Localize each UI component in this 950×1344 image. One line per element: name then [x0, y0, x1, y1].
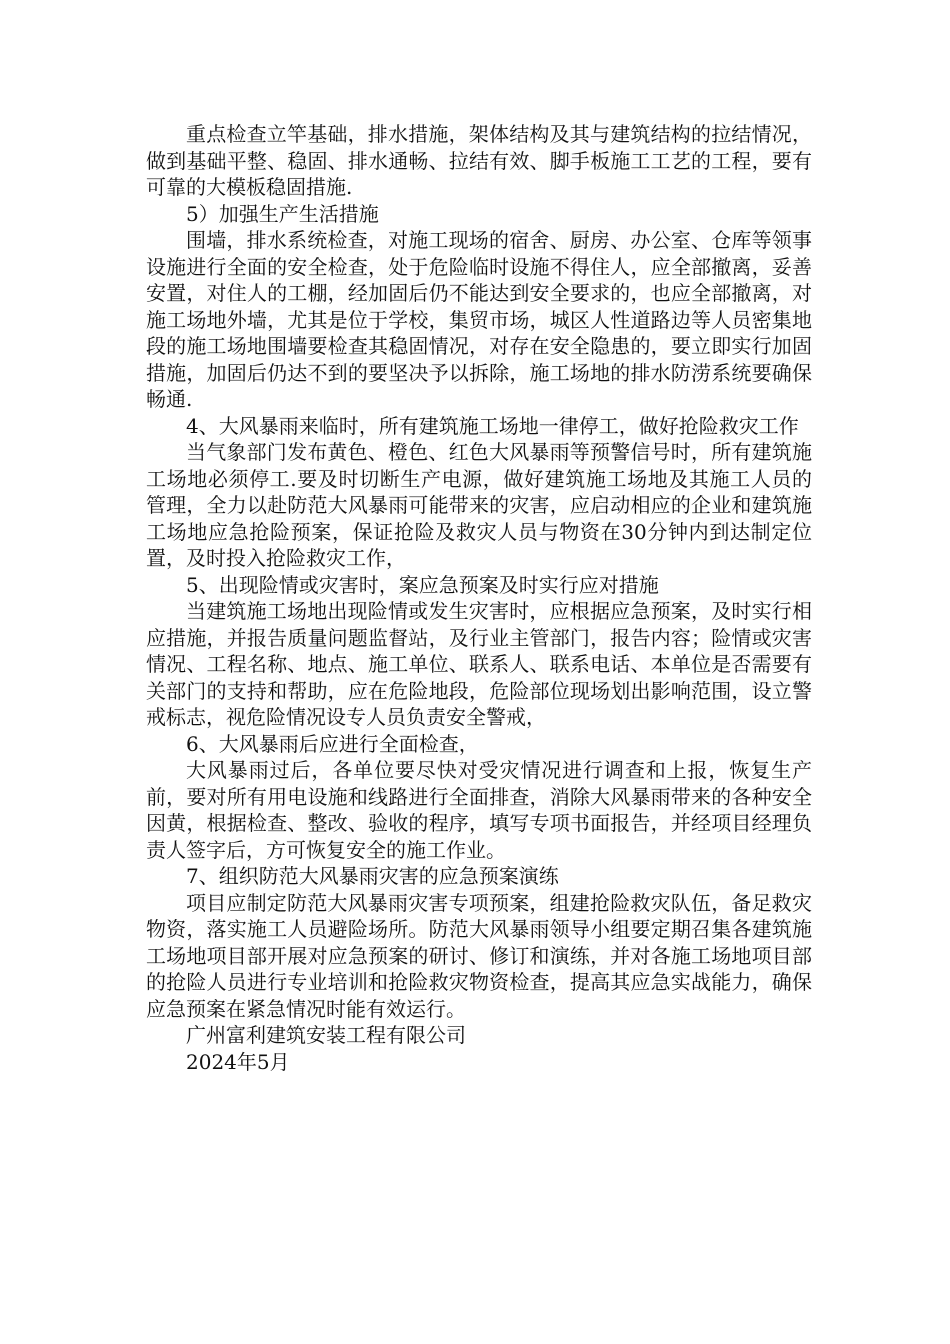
heading-drill: 7、组织防范大风暴雨灾害的应急预案演练 [186, 864, 559, 888]
paragraph-emergency-response: 当建筑施工场地出现险情或发生灾害时，应根据应急预案，及时实行相应措施，并报告质量问题监督站，及行业主管部门，报告内容；险情或灾害情况、工程名称、地点、施工单位、联系人、联系电话、本单位是否需要有关部门的支持和帮助，应在危险地段，危险部位现场划出影响范围，设立警戒标志，视危险情况设专人员负责安全警戒， [146, 599, 812, 729]
heading-living-measures: 5）加强生产生活措施 [186, 201, 379, 226]
paragraph-stop-work: 当气象部门发布黄色、橙色、红色大风暴雨等预警信号时，所有建筑施工场地必须停工.要及时切断生产电源，做好建筑施工场地及其施工人员的管理，全力以赴防范大风暴雨可能带来的灾害，应启动相应的企业和建筑施工场地应急抢险预案，保证抢险及救灾人员与物资在30分钟内到达制定位置，及时投入抢险救灾工作， [146, 440, 812, 570]
paragraph-scaffold-inspection: 重点检查立竿基础，排水措施，架体结构及其与建筑结构的拉结情况，做到基础平整、稳固、排水通畅、拉结有效、脚手板施工工艺的工程，要有可靠的大模板稳固措施. [146, 122, 812, 199]
document-body [146, 121, 812, 1075]
paragraph-drill: 项目应制定防范大风暴雨灾害专项预案，组建抢险救灾队伍，备足救灾物资，落实施工人员避险场所。防范大风暴雨领导小组要定期召集各建筑施工场地项目部开展对应急预案的研讨、修订和演练，并对各施工场地项目部的抢险人员进行专业培训和抢险救灾物资检查，提高其应急实战能力，确保应急预案在紧急情况时能有效运行。 [146, 890, 812, 1021]
heading-post-storm-check: 6、大风暴雨后应进行全面检查， [186, 731, 479, 756]
heading-stop-work: 4、大风暴雨来临时，所有建筑施工场地一律停工，做好抢险救灾工作 [186, 413, 799, 438]
document-date: 2024年5月 [186, 1049, 290, 1074]
paragraph-post-storm-check: 大风暴雨过后，各单位要尽快对受灾情况进行调查和上报，恢复生产前，要对所有用电设施和线路进行全面排查，消除大风暴雨带来的各种安全因黄，根据检查、整改、验收的程序，填写专项书面报告，并经项目经理负责人签字后，方可恢复安全的施工作业。 [146, 758, 812, 862]
paragraph-living-measures: 围墙，排水系统检查，对施工现场的宿舍、厨房、办公室、仓库等领事设施进行全面的安全检查，处于危险临时设施不得住人，应全部撤离，妥善安置，对住人的工棚，经加固后仍不能达到安全要求的，也应全部撤离，对施工场地外墙，尤其是位于学校，集贸市场，城区人性道路边等人员密集地段的施工场地围墙要检查其稳固情况，对存在安全隐患的，要立即实行加固措施，加固后仍达不到的要坚决予以拆除，施工场地的排水防涝系统要确保畅通. [146, 228, 812, 411]
company-name: 广州富利建筑安装工程有限公司 [186, 1023, 466, 1047]
heading-emergency-response: 5、出现险情或灾害时，案应急预案及时实行应对措施 [186, 572, 659, 597]
